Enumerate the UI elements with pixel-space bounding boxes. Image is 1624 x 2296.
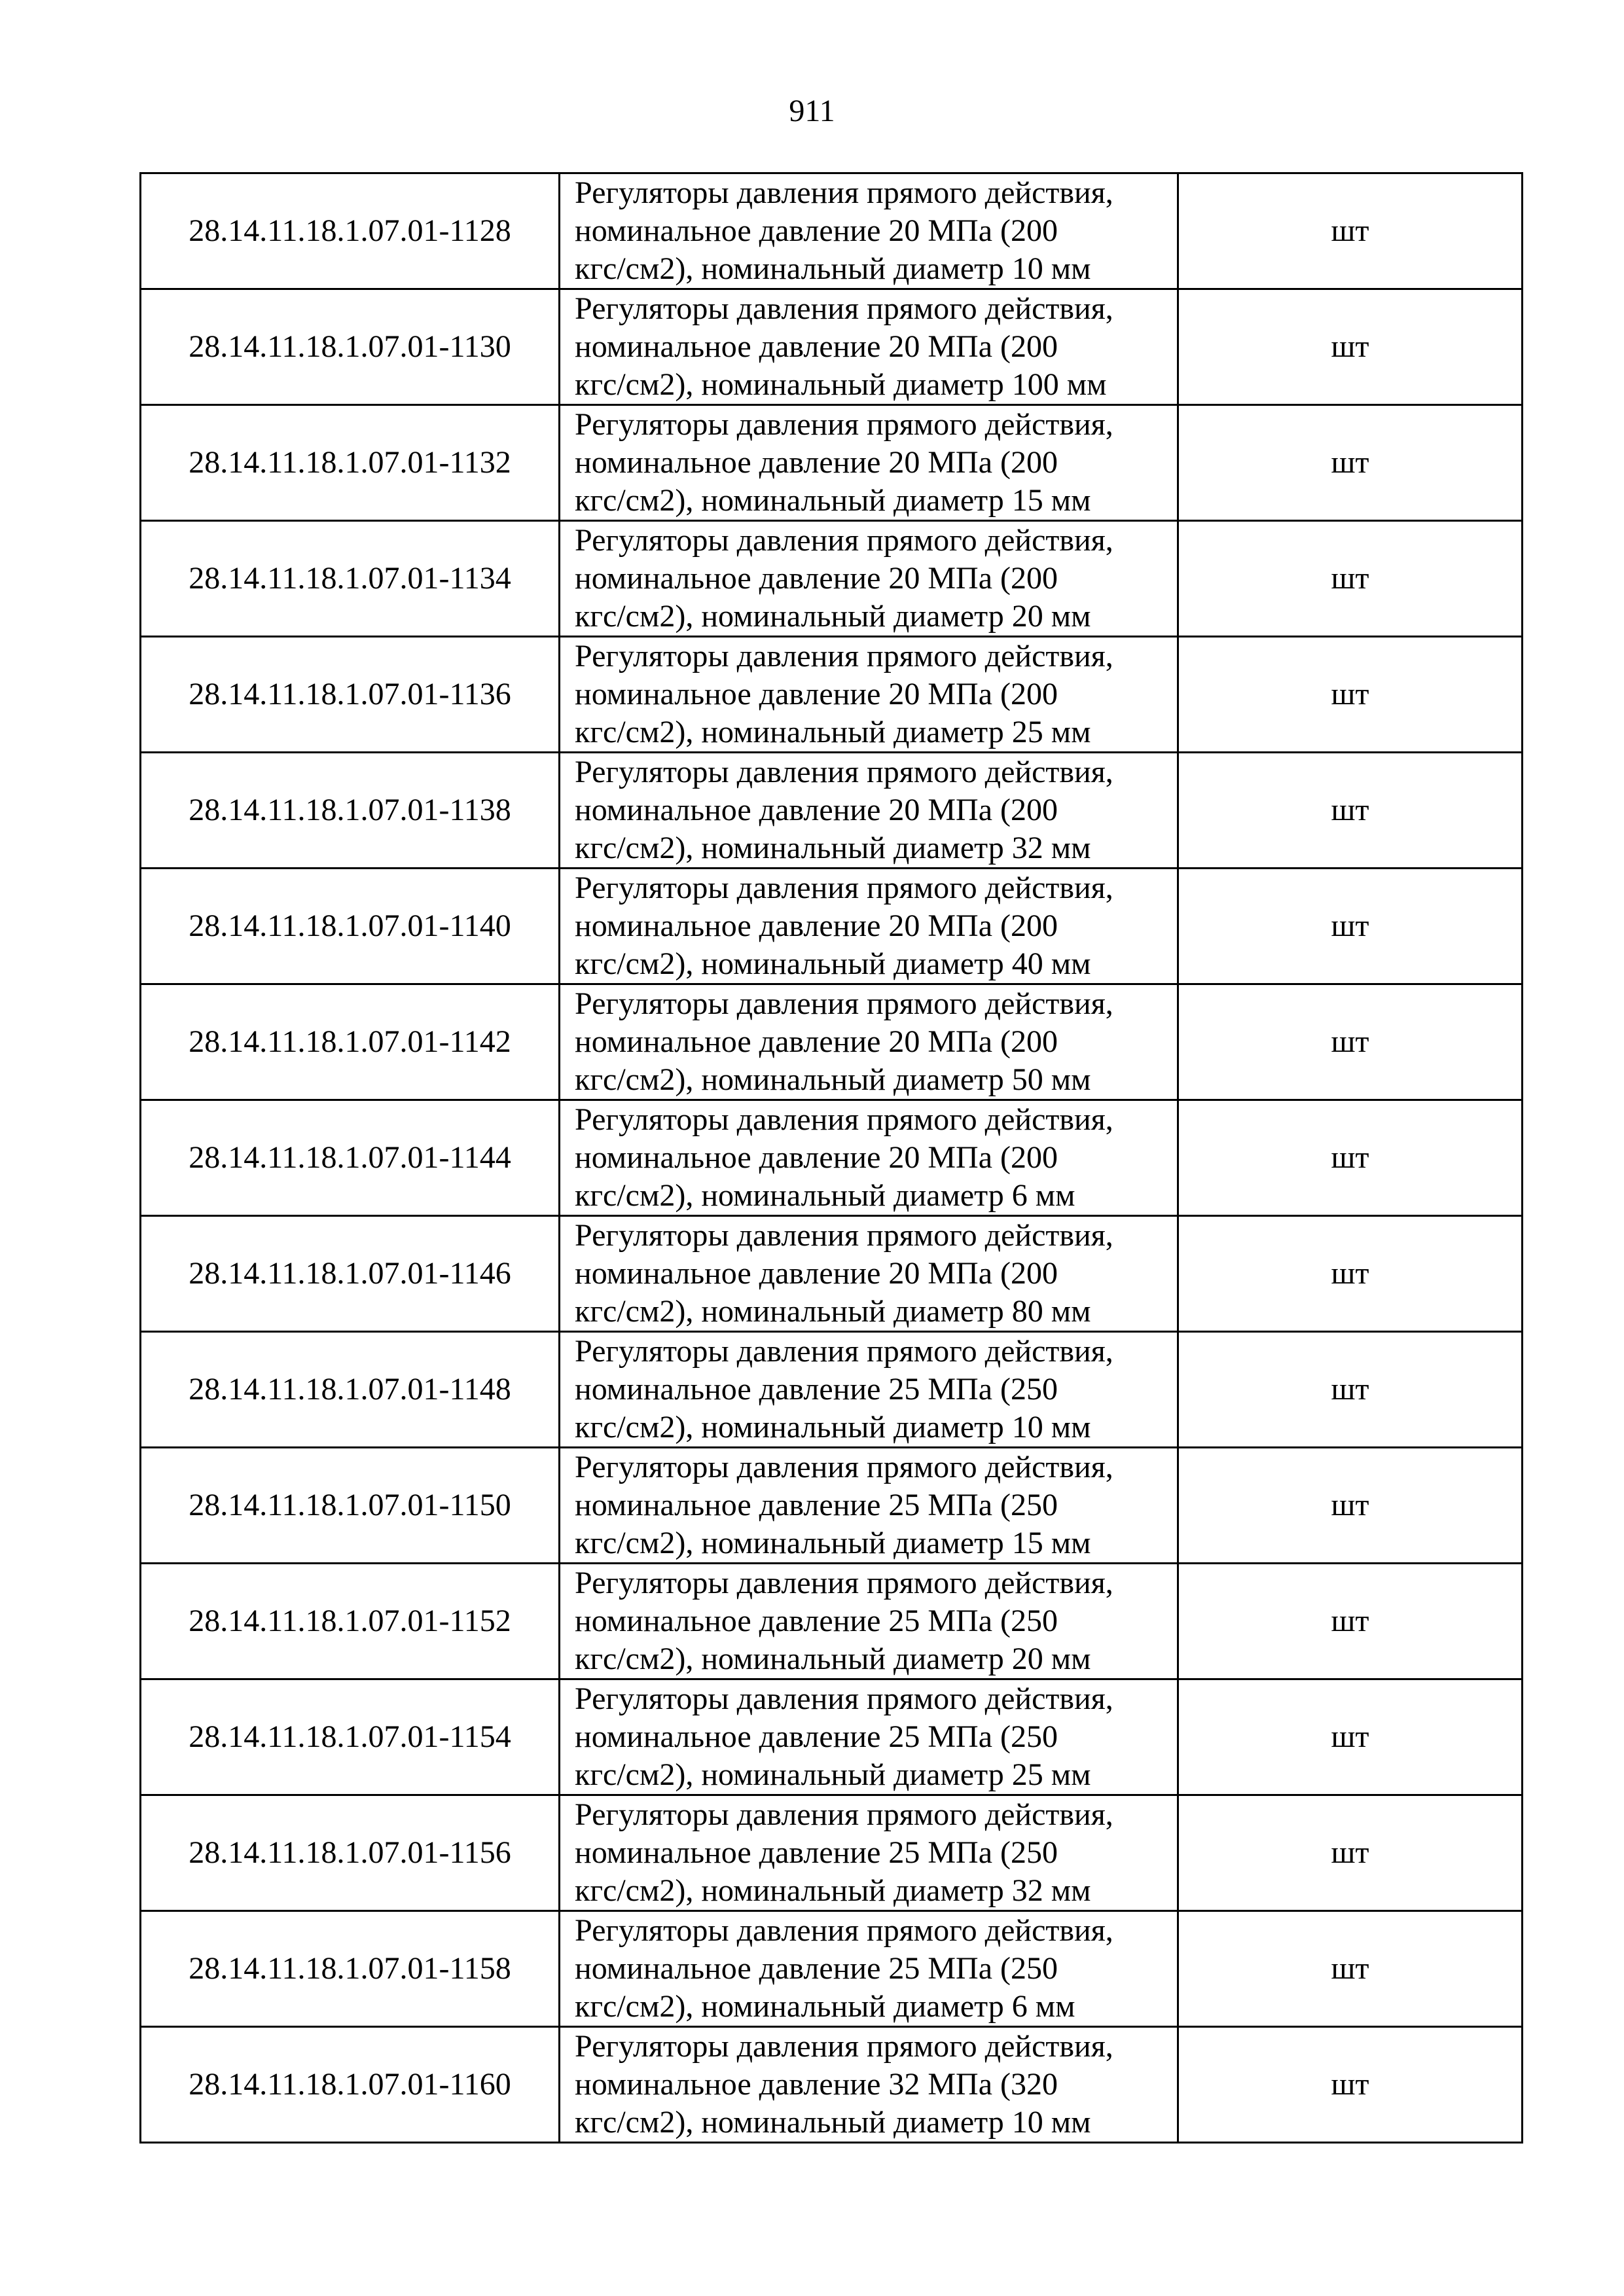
item-code-cell: 28.14.11.18.1.07.01-1140	[141, 869, 560, 984]
description-line: кгс/см2), номинальный диаметр 6 мм	[575, 1989, 1075, 2024]
description-line: Регуляторы давления прямого действия,	[575, 2029, 1113, 2064]
description-line: Регуляторы давления прямого действия,	[575, 523, 1113, 558]
description-line: кгс/см2), номинальный диаметр 15 мм	[575, 1526, 1091, 1560]
description-line: Регуляторы давления прямого действия,	[575, 755, 1113, 789]
item-code-cell: 28.14.11.18.1.07.01-1136	[141, 637, 560, 753]
description-line: номинальное давление 20 МПа (200	[575, 213, 1058, 248]
page-number: 911	[789, 94, 835, 128]
description-line: номинальное давление 20 МПа (200	[575, 1256, 1058, 1291]
description-line: Регуляторы давления прямого действия,	[575, 407, 1113, 442]
item-description-cell	[560, 1795, 1178, 1911]
description-line: номинальное давление 20 МПа (200	[575, 908, 1058, 943]
item-unit-cell: шт	[1178, 1448, 1523, 1564]
description-line: кгс/см2), номинальный диаметр 10 мм	[575, 251, 1091, 286]
description-line: номинальное давление 20 МПа (200	[575, 1140, 1058, 1175]
description-line: кгс/см2), номинальный диаметр 20 мм	[575, 1641, 1091, 1676]
item-description-cell	[560, 1911, 1178, 2027]
item-unit-cell: шт	[1178, 869, 1523, 984]
table-row	[141, 405, 1523, 521]
item-description-cell	[560, 405, 1178, 521]
item-code-cell: 28.14.11.18.1.07.01-1134	[141, 521, 560, 637]
description-line: номинальное давление 25 МПа (250	[575, 1719, 1058, 1754]
description-line: Регуляторы давления прямого действия,	[575, 1913, 1113, 1948]
description-line: номинальное давление 20 МПа (200	[575, 1024, 1058, 1059]
table-row	[141, 869, 1523, 984]
description-line: кгс/см2), номинальный диаметр 80 мм	[575, 1294, 1091, 1329]
description-line: кгс/см2), номинальный диаметр 32 мм	[575, 1873, 1091, 1908]
description-line: номинальное давление 25 МПа (250	[575, 1951, 1058, 1986]
item-unit-cell: шт	[1178, 1216, 1523, 1332]
table-row	[141, 1448, 1523, 1564]
description-line: номинальное давление 25 МПа (250	[575, 1604, 1058, 1638]
description-line: Регуляторы давления прямого действия,	[575, 291, 1113, 326]
item-code-cell: 28.14.11.18.1.07.01-1158	[141, 1911, 560, 2027]
item-unit-cell: шт	[1178, 984, 1523, 1100]
item-code-cell: 28.14.11.18.1.07.01-1146	[141, 1216, 560, 1332]
item-description-cell	[560, 2027, 1178, 2143]
item-code-cell: 28.14.11.18.1.07.01-1132	[141, 405, 560, 521]
description-line: Регуляторы давления прямого действия,	[575, 986, 1113, 1021]
item-unit-cell: шт	[1178, 2027, 1523, 2143]
item-unit-cell: шт	[1178, 1332, 1523, 1448]
description-line: номинальное давление 25 МПа (250	[575, 1488, 1058, 1522]
description-line: кгс/см2), номинальный диаметр 20 мм	[575, 599, 1091, 634]
description-line: Регуляторы давления прямого действия,	[575, 175, 1113, 210]
item-code-cell: 28.14.11.18.1.07.01-1130	[141, 289, 560, 405]
table-body	[141, 173, 1523, 2143]
description-line: номинальное давление 20 МПа (200	[575, 561, 1058, 596]
description-line: номинальное давление 32 МПа (320	[575, 2067, 1058, 2102]
item-code-cell: 28.14.11.18.1.07.01-1150	[141, 1448, 560, 1564]
item-description-cell	[560, 521, 1178, 637]
item-description-cell	[560, 637, 1178, 753]
table-row	[141, 1795, 1523, 1911]
table-row	[141, 2027, 1523, 2143]
description-line: Регуляторы давления прямого действия,	[575, 1566, 1113, 1600]
item-description-cell	[560, 1564, 1178, 1679]
item-code-cell: 28.14.11.18.1.07.01-1160	[141, 2027, 560, 2143]
description-line: кгс/см2), номинальный диаметр 25 мм	[575, 715, 1091, 749]
item-code-cell: 28.14.11.18.1.07.01-1152	[141, 1564, 560, 1679]
item-description-cell	[560, 1679, 1178, 1795]
description-line: Регуляторы давления прямого действия,	[575, 1102, 1113, 1137]
item-unit-cell: шт	[1178, 1679, 1523, 1795]
description-line: номинальное давление 20 МПа (200	[575, 677, 1058, 711]
item-code-cell: 28.14.11.18.1.07.01-1156	[141, 1795, 560, 1911]
description-line: Регуляторы давления прямого действия,	[575, 639, 1113, 673]
description-line: кгс/см2), номинальный диаметр 100 мм	[575, 367, 1107, 402]
item-unit-cell: шт	[1178, 173, 1523, 289]
table-row	[141, 521, 1523, 637]
description-line: номинальное давление 25 МПа (250	[575, 1372, 1058, 1407]
description-line: номинальное давление 25 МПа (250	[575, 1835, 1058, 1870]
table-row	[141, 1216, 1523, 1332]
description-line: кгс/см2), номинальный диаметр 25 мм	[575, 1757, 1091, 1792]
table-row	[141, 637, 1523, 753]
item-description-cell	[560, 289, 1178, 405]
description-line: Регуляторы давления прямого действия,	[575, 870, 1113, 905]
description-line: кгс/см2), номинальный диаметр 6 мм	[575, 1178, 1075, 1213]
table-row	[141, 173, 1523, 289]
description-line: кгс/см2), номинальный диаметр 10 мм	[575, 2105, 1091, 2140]
item-description-cell	[560, 173, 1178, 289]
description-line: Регуляторы давления прямого действия,	[575, 1681, 1113, 1716]
description-line: номинальное давление 20 МПа (200	[575, 793, 1058, 827]
table-row	[141, 984, 1523, 1100]
description-line: Регуляторы давления прямого действия,	[575, 1218, 1113, 1253]
item-unit-cell: шт	[1178, 753, 1523, 869]
description-line: кгс/см2), номинальный диаметр 32 мм	[575, 831, 1091, 865]
item-code-cell: 28.14.11.18.1.07.01-1138	[141, 753, 560, 869]
item-code-cell: 28.14.11.18.1.07.01-1128	[141, 173, 560, 289]
description-line: кгс/см2), номинальный диаметр 40 мм	[575, 946, 1091, 981]
item-unit-cell: шт	[1178, 405, 1523, 521]
item-description-cell	[560, 1448, 1178, 1564]
description-line: кгс/см2), номинальный диаметр 50 мм	[575, 1062, 1091, 1097]
item-code-cell: 28.14.11.18.1.07.01-1154	[141, 1679, 560, 1795]
item-description-cell	[560, 1216, 1178, 1332]
table-row	[141, 1911, 1523, 2027]
description-line: Регуляторы давления прямого действия,	[575, 1797, 1113, 1832]
table-row	[141, 1100, 1523, 1216]
item-unit-cell: шт	[1178, 1795, 1523, 1911]
description-line: кгс/см2), номинальный диаметр 15 мм	[575, 483, 1091, 518]
table-row	[141, 1332, 1523, 1448]
description-line: Регуляторы давления прямого действия,	[575, 1334, 1113, 1369]
table-row	[141, 1679, 1523, 1795]
item-description-cell	[560, 1100, 1178, 1216]
item-unit-cell: шт	[1178, 637, 1523, 753]
item-code-cell: 28.14.11.18.1.07.01-1148	[141, 1332, 560, 1448]
item-code-cell: 28.14.11.18.1.07.01-1144	[141, 1100, 560, 1216]
item-description-cell	[560, 869, 1178, 984]
description-line: Регуляторы давления прямого действия,	[575, 1450, 1113, 1484]
item-unit-cell: шт	[1178, 521, 1523, 637]
item-unit-cell: шт	[1178, 1911, 1523, 2027]
table-row	[141, 753, 1523, 869]
description-line: кгс/см2), номинальный диаметр 10 мм	[575, 1410, 1091, 1444]
item-code-cell: 28.14.11.18.1.07.01-1142	[141, 984, 560, 1100]
specification-table	[139, 172, 1523, 2144]
item-unit-cell: шт	[1178, 289, 1523, 405]
item-description-cell	[560, 753, 1178, 869]
item-description-cell	[560, 984, 1178, 1100]
item-unit-cell: шт	[1178, 1564, 1523, 1679]
item-description-cell	[560, 1332, 1178, 1448]
item-unit-cell: шт	[1178, 1100, 1523, 1216]
description-line: номинальное давление 20 МПа (200	[575, 329, 1058, 364]
table-row	[141, 1564, 1523, 1679]
description-line: номинальное давление 20 МПа (200	[575, 445, 1058, 480]
table-row	[141, 289, 1523, 405]
